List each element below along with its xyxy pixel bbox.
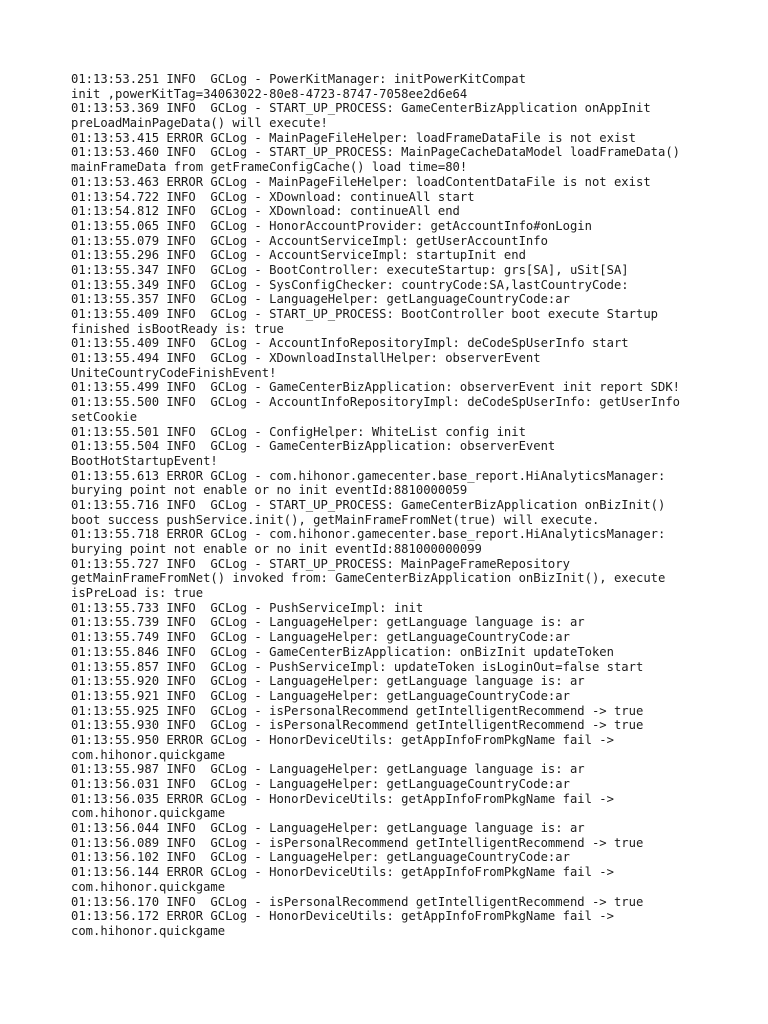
log-line: 01:13:53.463 ERROR GCLog - MainPageFileHelper: loadContentDataFile is not exist (71, 174, 651, 189)
log-line: 01:13:55.920 INFO GCLog - LanguageHelper: getLanguage language is: ar (71, 674, 585, 689)
log-line: com.hihonor.quickgame (71, 879, 226, 894)
log-line: 01:13:56.170 INFO GCLog - isPersonalRecommend getIntelligentRecommend -> true (71, 894, 644, 909)
log-line: 01:13:55.065 INFO GCLog - HonorAccountProvider: getAccountInfo#onLogin (71, 218, 592, 233)
log-line: burying point not enable or no init eventId:881000000099 (71, 542, 482, 556)
log-line: 01:13:55.613 ERROR GCLog - com.hihonor.gamecenter.base_report.HiAnalyticsManager: (71, 468, 666, 483)
log-text-body (71, 72, 711, 939)
log-line: 01:13:55.716 INFO GCLog - START_UP_PROCESS: GameCenterBizApplication onBizInit() (71, 497, 666, 512)
log-line: preLoadMainPageData() will execute! (71, 116, 328, 131)
log-line: 01:13:55.925 INFO GCLog - isPersonalRecommend getIntelligentRecommend -> true (71, 703, 644, 718)
log-line: setCookie (71, 409, 138, 424)
log-line: com.hihonor.quickgame (71, 806, 226, 821)
log-line: 01:13:56.031 INFO GCLog - LanguageHelper: getLanguageCountryCode:ar (71, 777, 570, 791)
log-line: 01:13:55.504 INFO GCLog - GameCenterBizApplication: observerEvent (71, 439, 556, 454)
log-line: BootHotStartupEvent! (71, 453, 218, 468)
log-line: 01:13:55.749 INFO GCLog - LanguageHelper: getLanguageCountryCode:ar (71, 630, 570, 645)
log-line: init ,powerKitTag=34063022-80e8-4723-8747-7058ee2d6e64 (71, 86, 468, 101)
log-line: 01:13:55.501 INFO GCLog - ConfigHelper: WhiteList config init (71, 424, 526, 439)
log-line: 01:13:55.079 INFO GCLog - AccountServiceImpl: getUserAccountInfo (71, 233, 548, 248)
log-line: 01:13:53.460 INFO GCLog - START_UP_PROCESS: MainPageCacheDataModel loadFrameData() (71, 145, 681, 160)
log-line: 01:13:53.415 ERROR GCLog - MainPageFileHelper: loadFrameDataFile is not exist (71, 130, 636, 145)
log-line: 01:13:55.733 INFO GCLog - PushServiceImpl: init (71, 600, 424, 615)
log-line: 01:13:55.494 INFO GCLog - XDownloadInstallHelper: observerEvent (71, 351, 541, 366)
log-line: burying point not enable or no init eventId:8810000059 (71, 483, 468, 498)
log-line: 01:13:55.930 INFO GCLog - isPersonalRecommend getIntelligentRecommend -> true (71, 718, 644, 733)
log-line: finished isBootReady is: true (71, 321, 284, 336)
log-line: 01:13:55.950 ERROR GCLog - HonorDeviceUtils: getAppInfoFromPkgName fail -> (71, 732, 614, 747)
log-line: 01:13:53.251 INFO GCLog - PowerKitManager: initPowerKitCompat (71, 72, 526, 86)
log-line: 01:13:55.349 INFO GCLog - SysConfigChecker: countryCode:SA,lastCountryCode: (71, 277, 629, 292)
log-line: 01:13:55.499 INFO GCLog - GameCenterBizApplication: observerEvent init report SDK! (71, 380, 681, 395)
log-line: 01:13:55.718 ERROR GCLog - com.hihonor.gamecenter.base_report.HiAnalyticsManager: (71, 527, 666, 542)
log-line: 01:13:55.409 INFO GCLog - START_UP_PROCESS: BootController boot execute Startup (71, 307, 658, 321)
log-line: 01:13:53.369 INFO GCLog - START_UP_PROCESS: GameCenterBizApplication onAppInit (71, 101, 651, 116)
log-line: 01:13:55.357 INFO GCLog - LanguageHelper: getLanguageCountryCode:ar (71, 292, 570, 307)
log-line: 01:13:55.409 INFO GCLog - AccountInfoRepositoryImpl: deCodeSpUserInfo start (71, 336, 629, 351)
log-line: UniteCountryCodeFinishEvent! (71, 365, 277, 380)
log-line: 01:13:55.739 INFO GCLog - LanguageHelper: getLanguage language is: ar (71, 615, 585, 630)
log-line: 01:13:56.144 ERROR GCLog - HonorDeviceUtils: getAppInfoFromPkgName fail -> (71, 865, 614, 880)
log-line: 01:13:55.500 INFO GCLog - AccountInfoRepositoryImpl: deCodeSpUserInfo: getUserInfo (71, 395, 681, 410)
log-line: isPreLoad is: true (71, 586, 204, 601)
log-line: 01:13:56.035 ERROR GCLog - HonorDeviceUtils: getAppInfoFromPkgName fail -> (71, 791, 614, 806)
log-line: 01:13:55.296 INFO GCLog - AccountServiceImpl: startupInit end (71, 248, 526, 263)
log-line: 01:13:56.089 INFO GCLog - isPersonalRecommend getIntelligentRecommend -> true (71, 835, 644, 850)
log-line: boot success pushService.init(), getMainFrameFromNet(true) will execute. (71, 512, 600, 527)
log-line: com.hihonor.quickgame (71, 747, 226, 762)
log-line: 01:13:55.347 INFO GCLog - BootController: executeStartup: grs[SA], uSit[SA] (71, 262, 629, 277)
log-line: 01:13:54.812 INFO GCLog - XDownload: continueAll end (71, 204, 460, 219)
log-line: 01:13:55.846 INFO GCLog - GameCenterBizApplication: onBizInit updateToken (71, 644, 614, 659)
log-line: getMainFrameFromNet() invoked from: GameCenterBizApplication onBizInit(), execute (71, 571, 666, 586)
log-line: 01:13:55.921 INFO GCLog - LanguageHelper: getLanguageCountryCode:ar (71, 688, 570, 703)
log-line: com.hihonor.quickgame (71, 923, 226, 938)
log-line: 01:13:56.172 ERROR GCLog - HonorDeviceUtils: getAppInfoFromPkgName fail -> (71, 909, 614, 924)
log-line: 01:13:55.987 INFO GCLog - LanguageHelper: getLanguage language is: ar (71, 762, 585, 777)
log-line: 01:13:55.857 INFO GCLog - PushServiceImpl: updateToken isLoginOut=false start (71, 659, 644, 674)
log-line: 01:13:54.722 INFO GCLog - XDownload: continueAll start (71, 189, 475, 204)
log-line: mainFrameData from getFrameConfigCache() load time=80! (71, 160, 468, 175)
log-line: 01:13:55.727 INFO GCLog - START_UP_PROCESS: MainPageFrameRepository (71, 556, 570, 571)
log-line: 01:13:56.102 INFO GCLog - LanguageHelper: getLanguageCountryCode:ar (71, 850, 570, 865)
log-line: 01:13:56.044 INFO GCLog - LanguageHelper: getLanguage language is: ar (71, 821, 585, 836)
